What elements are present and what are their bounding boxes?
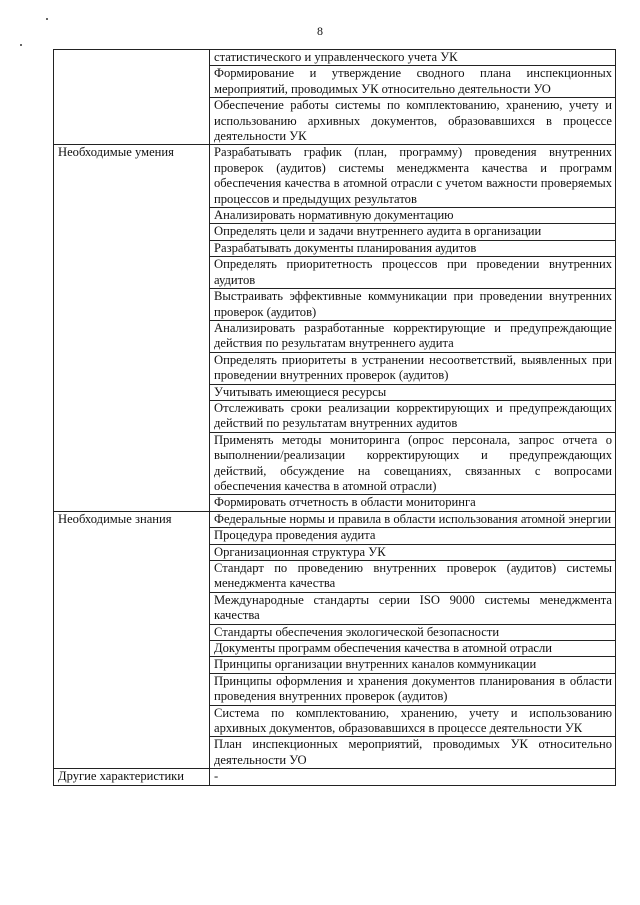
- competency-table: [53, 49, 616, 786]
- row-text: Определять приоритетность процессов при проведении внутренних аудитов: [210, 257, 616, 289]
- row-text: Применять методы мониторинга (опрос персонала, запрос отчета о выполнении/реализации корректирующих и предупреждающих действий, обсуждение на совещаниях, связанных с вопросами обеспечения качества в атомной отрасли): [210, 432, 616, 495]
- row-text: Стандарты обеспечения экологической безопасности: [210, 624, 616, 640]
- table-row: [54, 769, 616, 785]
- row-text: Международные стандарты серии ISO 9000 системы менеджмента качества: [210, 592, 616, 624]
- row-text: План инспекционных мероприятий, проводимых УК относительно деятельности УО: [210, 737, 616, 769]
- row-text: Принципы оформления и хранения документов планирования в области проведения внутренних проверок (аудитов): [210, 673, 616, 705]
- row-text: Федеральные нормы и правила в области использования атомной энергии: [210, 511, 616, 527]
- row-text: Стандарт по проведению внутренних проверок (аудитов) системы менеджмента качества: [210, 561, 616, 593]
- section-label-text: Необходимые умения: [58, 145, 174, 160]
- scan-speck: [20, 44, 22, 46]
- row-text: Разрабатывать график (план, программу) проведения внутренних проверок (аудитов) системы менеджмента качества и программ обеспечения качества в атомной отрасли с учетом важности проверяемых процессов и предыдущих результатов: [210, 145, 616, 208]
- row-text: Определять приоритеты в устранении несоответствий, выявленных при проведении внутренних проверок (аудитов): [210, 352, 616, 384]
- section-label: [54, 511, 210, 769]
- row-text: Система по комплектованию, хранению, учету и использованию архивных документов, образовавшихся в процессе деятельности УК: [210, 705, 616, 737]
- row-text: Обеспечение работы системы по комплектованию, хранению, учету и использованию архивных документов, образовавшихся в процессе деятельности УК: [210, 98, 616, 145]
- row-text: Организационная структура УК: [210, 544, 616, 560]
- row-text: Учитывать имеющиеся ресурсы: [210, 384, 616, 400]
- row-text: статистического и управленческого учета УК: [210, 50, 616, 66]
- scan-speck: [46, 18, 48, 20]
- table-row: [54, 145, 616, 208]
- table-row: [54, 50, 616, 66]
- row-text: Документы программ обеспечения качества в атомной отрасли: [210, 641, 616, 657]
- row-text: Анализировать разработанные корректирующие и предупреждающие действия по результатам внутреннего аудита: [210, 320, 616, 352]
- row-text: Анализировать нормативную документацию: [210, 208, 616, 224]
- row-text: Отслеживать сроки реализации корректирующих и предупреждающих действий по результатам внутренних аудитов: [210, 400, 616, 432]
- table-row: [54, 511, 616, 527]
- row-text: Формировать отчетность в области мониторинга: [210, 495, 616, 511]
- row-text: Выстраивать эффективные коммуникации при проведении внутренних проверок (аудитов): [210, 289, 616, 321]
- row-text: Формирование и утверждение сводного плана инспекционных мероприятий, проводимых УК относительно деятельности УО: [210, 66, 616, 98]
- row-text: Принципы организации внутренних каналов коммуникации: [210, 657, 616, 673]
- section-label-text: Необходимые знания: [58, 511, 172, 526]
- section-label: [54, 50, 210, 145]
- row-text: Разрабатывать документы планирования аудитов: [210, 240, 616, 256]
- page-number: 8: [317, 24, 323, 38]
- row-text: Процедура проведения аудита: [210, 528, 616, 544]
- row-text: -: [210, 769, 616, 785]
- section-label-text: Другие характеристики: [58, 769, 185, 784]
- section-label: [54, 769, 210, 785]
- section-label: [54, 145, 210, 511]
- row-text: Определять цели и задачи внутреннего аудита в организации: [210, 224, 616, 240]
